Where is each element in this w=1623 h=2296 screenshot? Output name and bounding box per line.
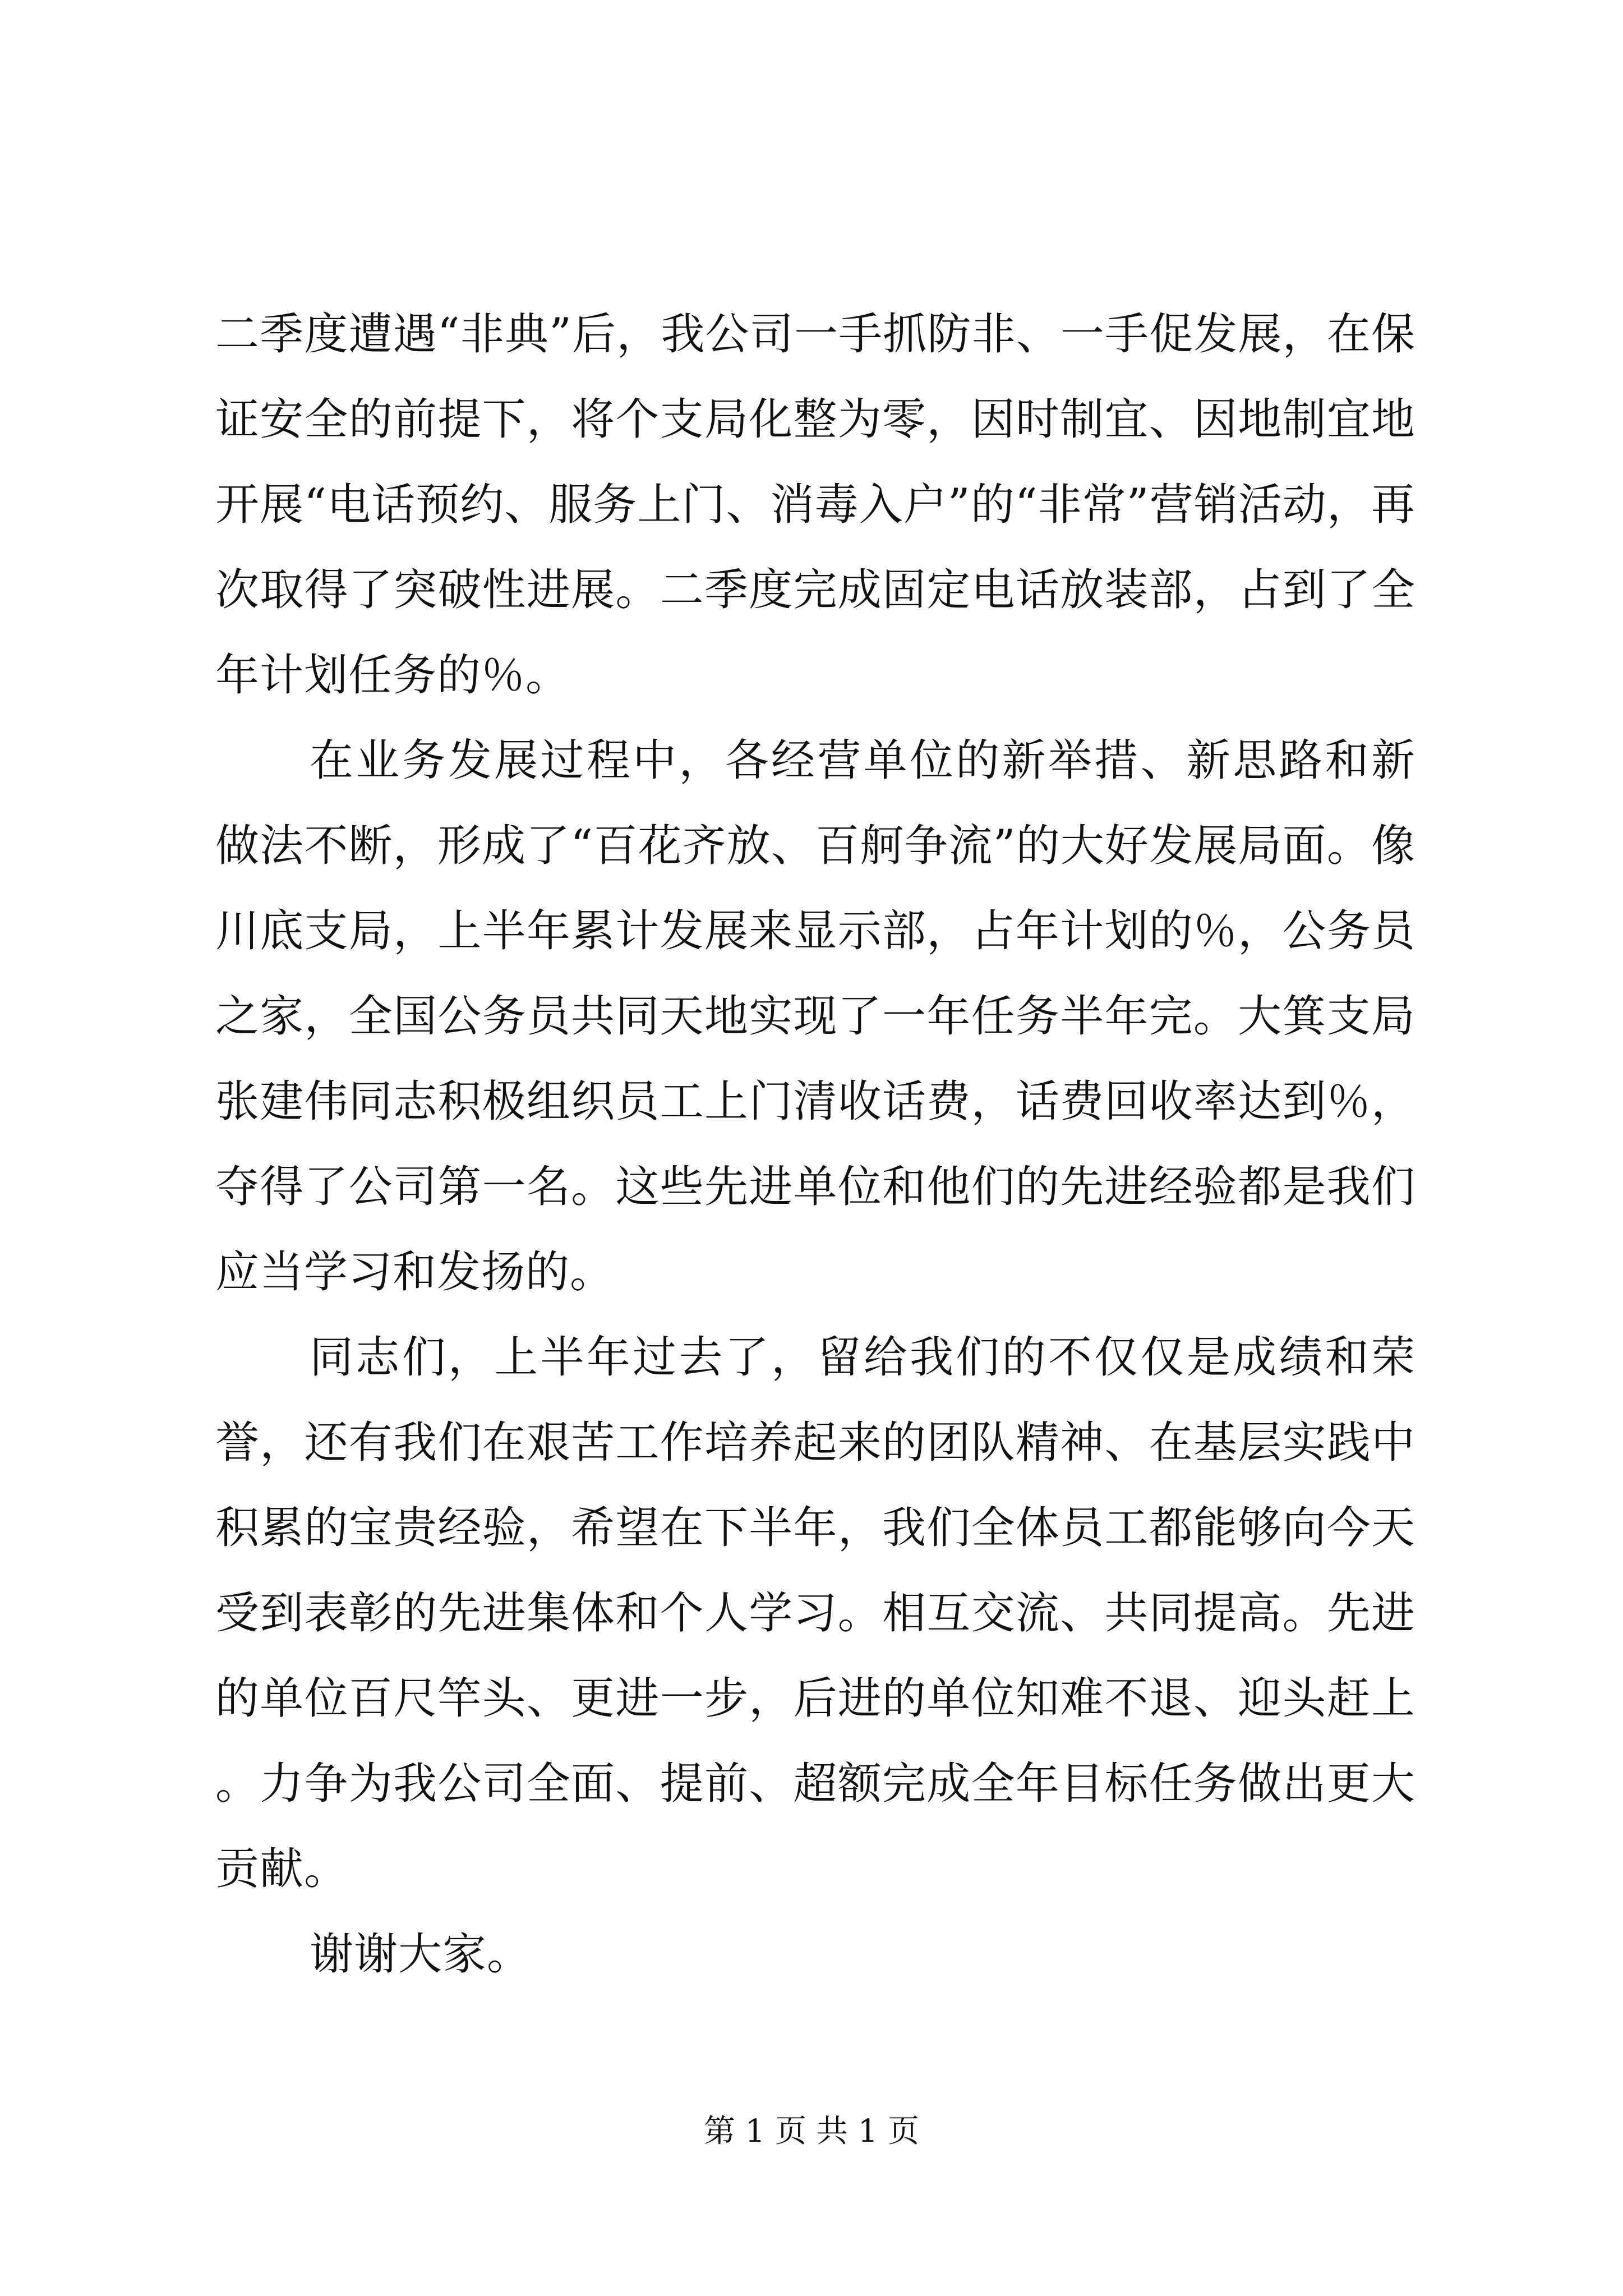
page-footer: 第 1 页 共 1 页 (703, 2113, 920, 2150)
paragraph-1: 二季度遭遇“非典”后，我公司一手抓防非、一手促发展，在保证安全的前提下，将个支局化整为零，因时制宜、因地制宜地开展“电话预约、服务上门、消毒入户”的“非常”营销活动，再次取得了突破性进展。二季度完成固定电话放装部，占到了全年计划任务的％。 (215, 309, 1415, 701)
paragraph-4: 谢谢大家。 (310, 1929, 532, 1980)
document-body (215, 292, 1415, 1997)
paragraph-3: 同志们，上半年过去了，留给我们的不仅仅是成绩和荣誉，还有我们在艰苦工作培养起来的团队精神、在基层实践中积累的宝贵经验，希望在下半年，我们全体员工都能够向今天受到表彰的先进集体和个人学习。相互交流、共同提高。先进的单位百尺竿头、更进一步，后进的单位知难不退、迎头赶上。力争为我公司全面、提前、超额完成全年目标任务做出更大贡献。 (215, 1332, 1415, 1894)
paragraph-2: 在业务发展过程中，各经营单位的新举措、新思路和新做法不断，形成了“百花齐放、百舸争流”的大好发展局面。像川底支局，上半年累计发展来显示部，占年计划的％，公务员之家，全国公务员共同天地实现了一年任务半年完。大箕支局张建伟同志积极组织员工上门清收话费，话费回收率达到％，夺得了公司第一名。这些先进单位和他们的先进经验都是我们应当学习和发扬的。 (215, 735, 1415, 1297)
